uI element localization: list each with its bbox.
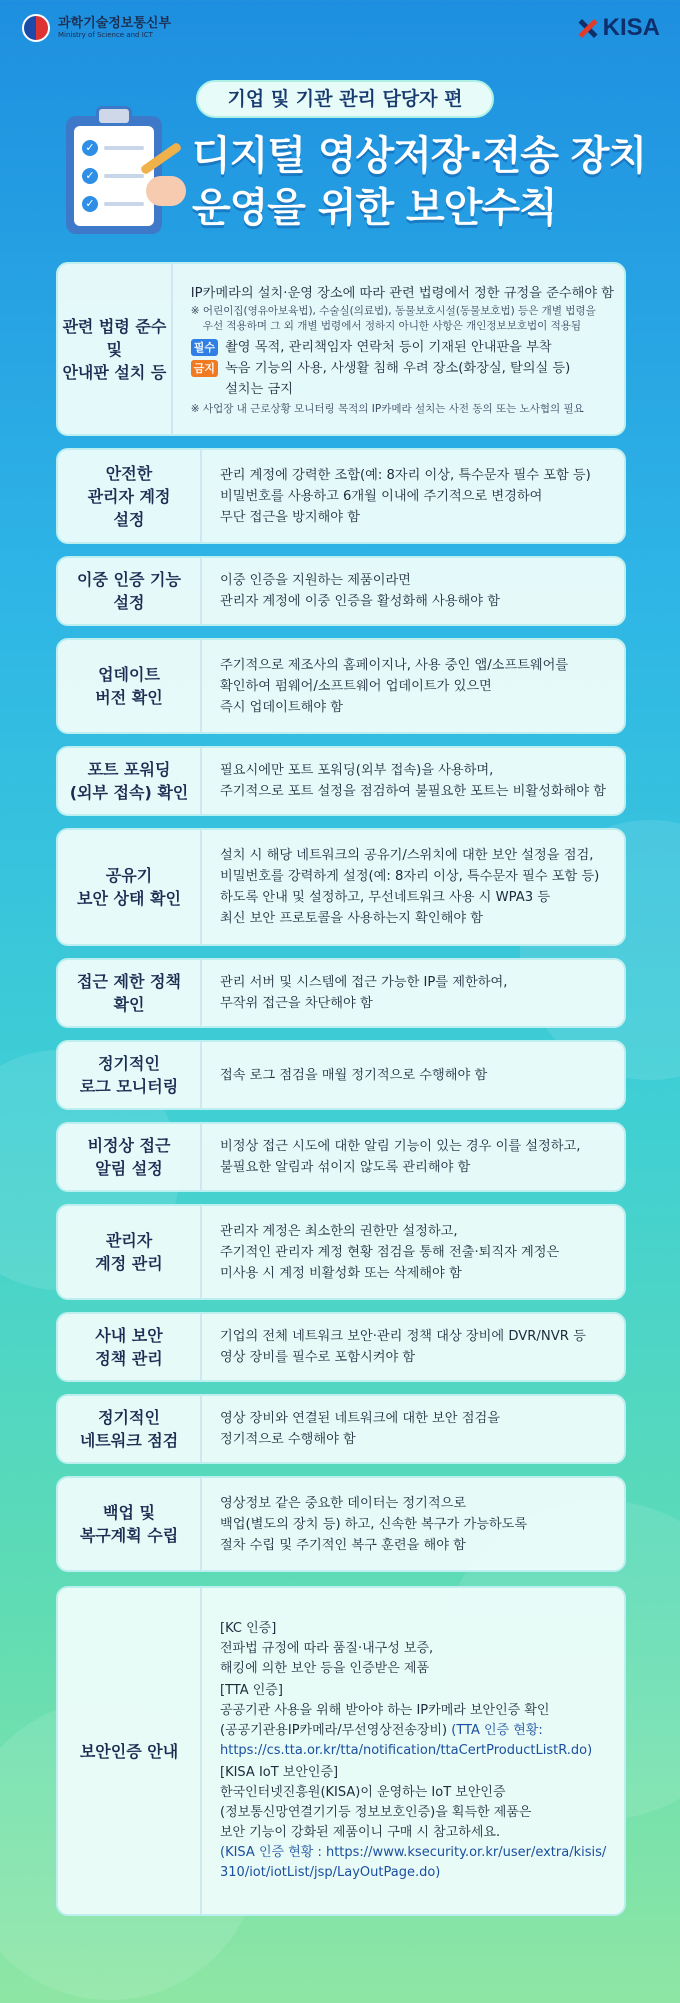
card-body — [202, 450, 624, 542]
card-line: 관리 계정에 강력한 조합(예: 8자리 이상, 특수문자 필수 포함 등) — [220, 467, 591, 483]
guideline-card-network-check — [56, 1394, 626, 1464]
card-line: (정보통신망연결기기등 정보보호인증)을 획득한 제품은 — [220, 1805, 532, 1820]
tta-target: (공공기관용IP카메라/무선영상전송장비) — [220, 1723, 448, 1738]
card-footnote: ※ 사업장 내 근로상황 모니터링 목적의 IP카메라 설치는 사전 동의 또는 노사협의 필요 — [190, 403, 584, 415]
card-body — [202, 830, 624, 944]
card-label: 포트 포워딩 (외부 접속) 확인 — [58, 748, 202, 814]
card-line: 기업의 전체 네트워크 보안·관리 정책 대상 장비에 DVR/NVR 등 — [220, 1329, 586, 1344]
card-label: 비정상 접근 알림 설정 — [58, 1124, 202, 1190]
card-body — [202, 558, 624, 624]
card-body — [202, 1206, 624, 1298]
card-body — [202, 1042, 624, 1108]
ministry-name: 과학기술정보통신부 — [58, 15, 172, 31]
card-label: 정기적인 네트워크 점검 — [58, 1396, 202, 1462]
card-note: ※ 어린이집(영유아보육법), 수술실(의료법), 동물보호시설(동물보호법) 등은 개별 법령을 — [190, 305, 596, 317]
card-line: 주기적으로 포트 설정을 점검하여 불필요한 포트는 비활성화해야 함 — [220, 784, 607, 799]
kc-heading: [KC 인증] — [220, 1621, 277, 1636]
tta-status-ref: (TTA 인증 현황: — [447, 1723, 543, 1738]
government-emblem-icon — [22, 14, 50, 42]
card-label: 접근 제한 정책 확인 — [58, 960, 202, 1026]
card-line: 불필요한 알림과 섞이지 않도록 관리해야 함 — [220, 1160, 471, 1175]
guideline-card-internal-policy — [56, 1312, 626, 1382]
card-line: 무단 접근을 방지해야 함 — [220, 509, 360, 525]
card-line: 관리자 계정에 이중 인증을 활성화해 사용해야 함 — [220, 594, 500, 609]
guideline-card-account-management — [56, 1204, 626, 1300]
card-body — [202, 1396, 624, 1462]
forbidden-row — [191, 358, 614, 400]
card-label: 백업 및 복구계획 수립 — [58, 1478, 202, 1570]
guideline-card-legal — [56, 262, 626, 436]
card-line: 설치 시 해당 네트워크의 공유기/스위치에 대한 보안 설정을 점검, — [220, 848, 594, 863]
card-body — [202, 1314, 624, 1380]
kisa-status-link[interactable]: (KISA 인증 현황 : https://www.ksecurity.or.kr/user/extra/kisis/ — [220, 1845, 607, 1860]
card-label: 공유기 보안 상태 확인 — [58, 830, 202, 944]
card-line: 전파법 규정에 따라 품질·내구성 보증, — [220, 1641, 434, 1656]
guideline-card-abnormal-alert — [56, 1122, 626, 1192]
required-row — [191, 337, 614, 358]
card-line: 정기적으로 수행해야 함 — [220, 1432, 356, 1447]
forbidden-text: 녹음 기능의 사용, 사생활 침해 우려 장소(화장실, 탈의실 등) — [225, 361, 571, 376]
tta-heading: [TTA 인증] — [220, 1683, 283, 1698]
guideline-card-router — [56, 828, 626, 946]
card-line: 영상 장비와 연결된 네트워크에 대한 보안 점검을 — [220, 1411, 500, 1426]
card-line: 주기적으로 제조사의 홈페이지나, 사용 중인 앱/소프트웨어를 — [220, 657, 569, 673]
tta-status-link[interactable]: https://cs.tta.or.kr/tta/notification/ttaCertProductListR.do) — [220, 1743, 593, 1758]
card-line: 백업(별도의 장치 등) 하고, 신속한 복구가 가능하도록 — [220, 1516, 528, 1532]
card-line: 즉시 업데이트해야 함 — [220, 699, 344, 715]
card-line: 주기적인 관리자 계정 현황 점검을 통해 전출·퇴직자 계정은 — [220, 1244, 560, 1260]
guideline-card-update — [56, 638, 626, 734]
ministry-english-name: Ministry of Science and ICT — [58, 30, 153, 39]
card-line: 최신 보안 프로토콜을 사용하는지 확인해야 함 — [220, 911, 484, 926]
card-line: 해킹에 의한 보안 등을 인증받은 제품 — [220, 1661, 430, 1676]
card-body — [202, 1478, 624, 1570]
header — [0, 70, 680, 260]
card-line: 공공기관 사용을 위해 받아야 하는 IP카메라 보안인증 확인 — [220, 1703, 550, 1718]
card-label: 관련 법령 준수 및 안내판 설치 등 — [58, 264, 173, 434]
card-line: 비밀번호를 사용하고 6개월 이내에 주기적으로 변경하여 — [220, 488, 543, 504]
card-label: 보안인증 안내 — [58, 1588, 202, 1914]
required-tag: 필수 — [191, 339, 218, 356]
card-line: 미사용 시 계정 비활성화 또는 삭제해야 함 — [220, 1265, 462, 1281]
card-line: 필요시에만 포트 포워딩(외부 접속)을 사용하며, — [220, 763, 494, 778]
card-line: 관리자 계정은 최소한의 권한만 설정하고, — [220, 1223, 458, 1239]
guideline-card-access-restriction — [56, 958, 626, 1028]
card-line: 비정상 접근 시도에 대한 알림 기능이 있는 경우 이를 설정하고, — [220, 1139, 581, 1154]
forbidden-text: 설치는 금지 — [225, 382, 293, 397]
hand-icon — [146, 176, 186, 206]
guideline-card-certification — [56, 1586, 626, 1916]
required-text: 촬영 목적, 관리책임자 연락처 등이 기재된 안내판을 부착 — [225, 340, 552, 355]
kisa-status-link[interactable]: 310/iot/iotList/jsp/LayOutPage.do) — [220, 1865, 441, 1880]
card-line: 무작위 접근을 차단해야 함 — [220, 996, 373, 1011]
card-label: 안전한 관리자 계정 설정 — [58, 450, 202, 542]
guideline-card-admin-account — [56, 448, 626, 544]
kisa-logo-text: KISA — [602, 14, 660, 41]
subtitle-badge: 기업 및 기관 관리 담당자 편 — [196, 80, 494, 118]
card-line: 비밀번호를 강력하게 설정(예: 8자리 이상, 특수문자 필수 포함 등) — [220, 869, 600, 884]
card-label: 사내 보안 정책 관리 — [58, 1314, 202, 1380]
card-body — [202, 640, 624, 732]
ministry-logo — [22, 14, 171, 42]
card-body — [202, 960, 624, 1026]
title-line-1: 디지털 영상저장·전송 장치 — [192, 133, 647, 179]
card-line: 절차 수립 및 주기적인 복구 훈련을 해야 함 — [220, 1537, 466, 1553]
kisa-logo — [577, 14, 660, 42]
forbidden-tag: 금지 — [191, 360, 218, 377]
card-line: 확인하여 펌웨어/소프트웨어 업데이트가 있으면 — [220, 678, 492, 694]
card-line: 영상 장비를 필수로 포함시켜야 함 — [220, 1350, 416, 1365]
card-body — [202, 1124, 624, 1190]
clipboard-icon: ✓ ✓ ✓ — [66, 106, 174, 234]
card-body — [173, 264, 624, 434]
card-label: 정기적인 로그 모니터링 — [58, 1042, 202, 1108]
card-line: 접속 로그 점검을 매월 정기적으로 수행해야 함 — [220, 1067, 488, 1083]
card-line: 영상정보 같은 중요한 데이터는 정기적으로 — [220, 1495, 467, 1511]
guideline-card-port-forwarding — [56, 746, 626, 816]
kisa-mark-icon — [577, 17, 599, 39]
title-line-2: 운영을 위한 보안수칙 — [192, 185, 557, 231]
card-line: 한국인터넷진흥원(KISA)이 운영하는 IoT 보안인증 — [220, 1785, 506, 1800]
card-line: 관리 서버 및 시스템에 접근 가능한 IP를 제한하여, — [220, 975, 508, 990]
card-line — [220, 1721, 614, 1741]
page-title — [192, 130, 646, 234]
card-line: 이중 인증을 지원하는 제품이라면 — [220, 573, 411, 588]
card-label: 이중 인증 기능 설정 — [58, 558, 202, 624]
card-label: 관리자 계정 관리 — [58, 1206, 202, 1298]
card-note: 우선 적용하며 그 외 개별 법령에서 정하지 아니한 사항은 개인정보보호법이 적용됨 — [202, 320, 582, 332]
guideline-card-backup — [56, 1476, 626, 1572]
card-body — [202, 1588, 624, 1914]
card-line: IP카메라의 설치·운영 장소에 따라 관련 법령에서 정한 규정을 준수해야 함 — [190, 286, 614, 301]
top-bar — [0, 0, 680, 60]
card-label: 업데이트 버전 확인 — [58, 640, 202, 732]
card-line: 보안 기능이 강화된 제품이니 구매 시 참고하세요. — [220, 1825, 501, 1840]
guideline-card-two-factor — [56, 556, 626, 626]
guideline-card-log-monitoring — [56, 1040, 626, 1110]
card-body — [202, 748, 624, 814]
card-line: 하도록 안내 및 설정하고, 무선네트워크 사용 시 WPA3 등 — [220, 890, 551, 905]
iot-heading: [KISA IoT 보안인증] — [220, 1765, 339, 1780]
